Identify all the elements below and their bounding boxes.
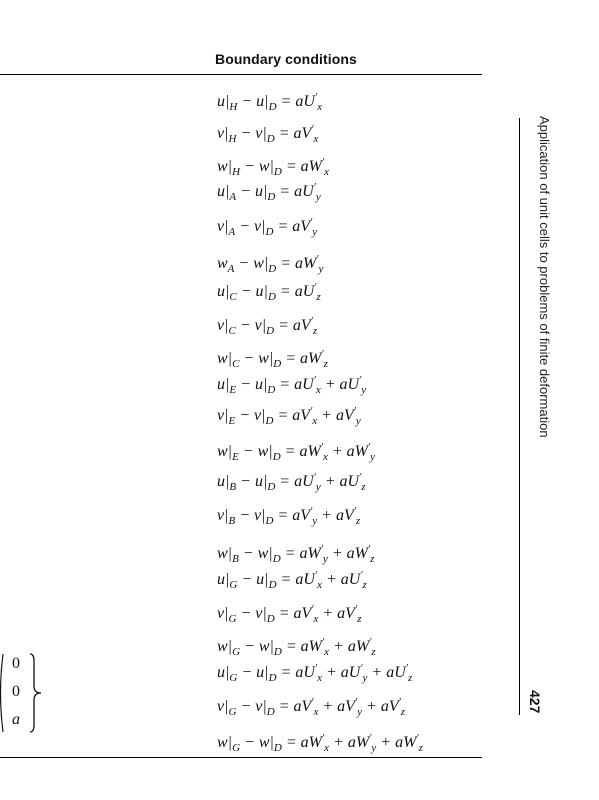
boundary-condition-equation: $u|_B - u|_D = aU'_y + aU'_z$ [217, 472, 366, 493]
boundary-condition-equation: $u|_E - u|_D = aU'_x + aU'_y$ [217, 375, 367, 396]
vector-column [0, 651, 60, 737]
boundary-condition-equation: $w|_C - w|_D = aW'_z$ [217, 349, 328, 370]
top-rule [0, 74, 482, 75]
boundary-condition-equation: $w|_G - w|_D = aW'_x + aW'_y + aW'_z$ [217, 733, 423, 754]
right-brace [29, 653, 43, 733]
boundary-condition-equation: $v|_C - v|_D = aV'_z$ [217, 316, 318, 337]
boundary-condition-equation: $u|_C - u|_D = aU'_z$ [217, 282, 321, 303]
boundary-condition-equation: $w|_G - w|_D = aW'_x + aW'_z$ [217, 637, 376, 658]
vector-entry: 0 [12, 655, 20, 672]
boundary-condition-equation: $v|_B - v|_D = aV'_y + aV'_z$ [217, 506, 361, 527]
vector-entry: 0 [12, 683, 20, 700]
vector-entry: a [12, 711, 20, 728]
column-header: Boundary conditions [215, 51, 357, 67]
boundary-condition-equation: $u|_A - u|_D = aU'_y$ [217, 182, 321, 203]
boundary-condition-equation: $w_A - w|_D = aW'_y$ [217, 254, 324, 275]
boundary-condition-equation: $v|_G - v|_D = aV'_x + aV'_y + aV'_z$ [217, 697, 406, 718]
boundary-condition-equation: $w|_H - w|_D = aW'_x$ [217, 157, 330, 178]
boundary-condition-equation: $w|_E - w|_D = aW'_x + aW'_y$ [217, 442, 376, 463]
boundary-condition-equation: $v|_A - v|_D = aV'_y$ [217, 217, 318, 238]
page-number: 427 [527, 690, 543, 714]
boundary-condition-equation: $u|_G - u|_D = aU'_x + aU'_y + aU'_z$ [217, 663, 413, 684]
left-paren [0, 653, 4, 733]
side-rule [519, 118, 520, 715]
running-head: Application of unit cells to problems of finite deformation [537, 116, 552, 438]
boundary-condition-equation: $v|_E - v|_D = aV'_x + aV'_y$ [217, 406, 361, 427]
boundary-condition-equation: $v|_G - v|_D = aV'_x + aV'_z$ [217, 604, 362, 625]
boundary-condition-equation: $w|_B - w|_D = aW'_y + aW'_z$ [217, 544, 375, 565]
boundary-condition-equation: $u|_H - u|_D = aU'_x$ [217, 92, 322, 113]
boundary-condition-equation: $v|_H - v|_D = aV'_x$ [217, 124, 319, 145]
boundary-condition-equation: $u|_G - u|_D = aU'_x + aU'_z$ [217, 570, 367, 591]
